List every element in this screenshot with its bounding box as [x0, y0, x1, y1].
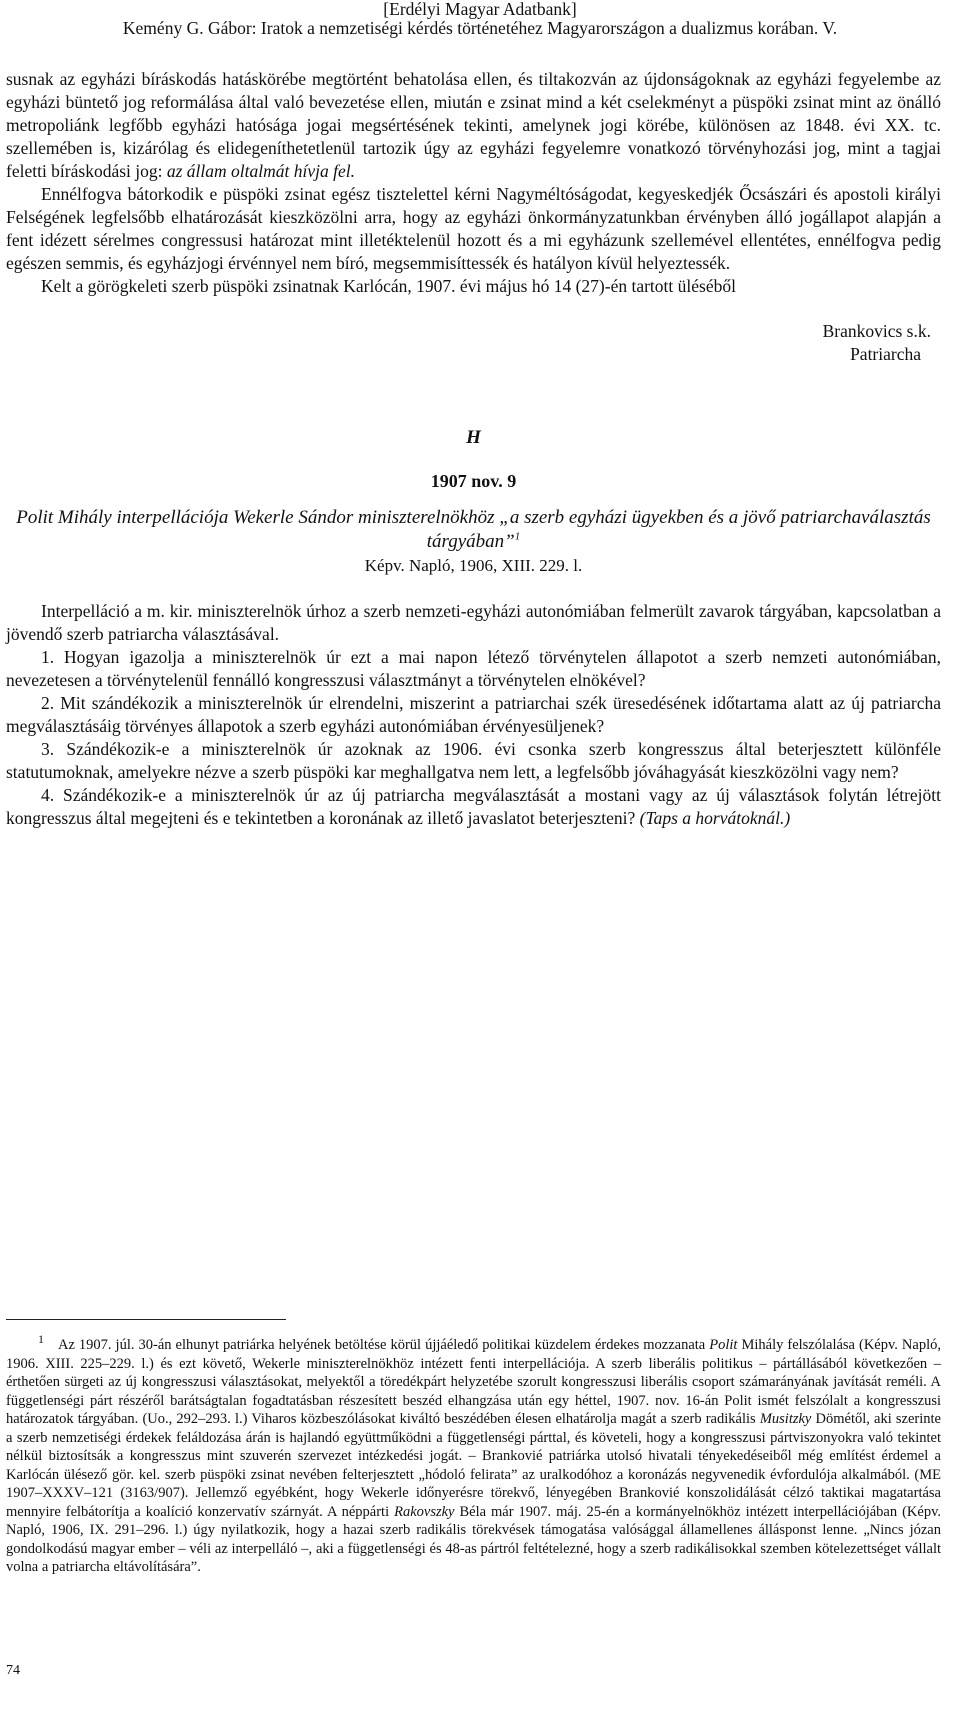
- book-title: Kemény G. Gábor: Iratok a nemzetiségi kérdés történetéhez Magyarországon a dualizmus korában. V.: [122, 18, 838, 38]
- footnote-text: Béla már 1907. máj. 25-én a kormányelnökhöz intézett interpellációjában (Képv. Napló, 1906, IX. 291–296. l.) úgy nyilatkozik, hogy a hazai szerb radikális törekvések támogatása valósággal államellenes állásponst lenne. „Nincs józan gondolkodású magyar ember – véli az interpelláló –, aki a függetlenségi és 48-as pártról feltételezné, hogy a szerb radikálisokkal szemben kötelezettséget vállalt volna a patriarcha eltávolítására”.: [6, 1503, 941, 1575]
- footnote-text: Mihály felszólalása (Képv. Napló, 1906. XIII. 225–229. l.) és ezt követő, Wekerle miniszterelnökhöz intézett fenti interpellációja. A szerb liberális politikus – pártállásából következően – érthetően sürgeti az új kongresszusi választásokat, melyektől a töredékpárt helyzetébe szorult kongresszusi liberális csoport számarányának javítását reméli. A függetlenségi párt részéről barátságtalan fogadtatásban részesített beszéd elhangzása után egy héttel, 1907. nov. 16-án Polit ismét felszólalt a kongresszusi határozatok tárgyában. (Uo., 292–293. l.) Viharos közbeszólásokat kiváltó beszédében élesen elhatárolja magát a szerb radikális: [6, 1337, 941, 1427]
- footnote-italic: Polit: [709, 1337, 738, 1353]
- source-label: [Erdélyi Magyar Adatbank]: [383, 0, 577, 19]
- main-content: [6, 68, 941, 830]
- document-source: Képv. Napló, 1906, XIII. 229. l.: [364, 556, 583, 575]
- footnote-text: Az 1907. júl. 30-án elhunyt patriárka helyének betöltése körül újjáéledő politikai küzdelem érdekes mozzanata: [58, 1337, 710, 1353]
- question-4-text: 4. Szándékozik-e a miniszterelnök úr az új patriarcha megválasztását a mostani vagy az új választások folytán létrejött kongresszus által megejteni és e tekintetben a koronának az illető javaslatot beterjeszteni?: [6, 785, 941, 828]
- footnote: [6, 1332, 941, 1577]
- footnote-italic: Musitzky: [759, 1411, 812, 1427]
- paragraph-text: susnak az egyházi bíráskodás hatáskörébe megtörtént behatolása ellen, és tiltakozván az újdonságoknak az egyházi fegyelembe az egyházi büntető jog reformálása által való bevezetése ellen, miután e zsinat mind a két cselekményt a püspöki zsinat mint az önálló metropoliánk legfőbb egyházi hatósága jogai megsértésének tekinti, amelynek jogi körébe, különösen az 1848. évi XX. tc. szellemében is, kizárólag és elidegeníthetetlenül tartozik úgy az egyházi fegyelemre vonatkozó törvényhozási jog, mint a tagjai feletti bíráskodási jog:: [6, 69, 941, 181]
- question-2: 2. Mit szándékozik a miniszterelnök úr elrendelni, miszerint a patriarchai szék üresedésének időtartama alatt az új patriarcha megválasztásáig törvényes állapotok a szerb egyházi autonómiában érvényesüljenek?: [6, 693, 941, 736]
- page-number: 74: [6, 1663, 20, 1678]
- document-title-text: Polit Mihály interpellációja Wekerle Sándor miniszterelnökhöz „a szerb egyházi ügyekben és a jövő patriarchaválasztás tárgyában”: [16, 507, 931, 552]
- paragraph: Ennélfogva bátorkodik e püspöki zsinat egész tisztelettel kérni Nagyméltóságodat, kegyeskedjék Őcsászári és apostoli királyi Felségének legfelsőbb elhatározását kieszközölni arra, hogy az egyházi önkormányzatunkban érvényben álló jogállapot alapján a fent idézett sérelmes congressusi határozat mint illetéktelenül hozott és a mi egyházunk szellemével ellentétes, ennélfogva pedig egészen semmis, és egyházjogi érvénnyel nem bíró, megsemmisíttessék és hatályon kívül helyeztessék.: [6, 184, 941, 273]
- question-4-italic: (Taps a horvátoknál.): [639, 808, 791, 828]
- document-date: 1907 nov. 9: [430, 471, 517, 491]
- paragraph: Kelt a görögkeleti szerb püspöki zsinatnak Karlócán, 1907. évi május hó 14 (27)-én tartott üléséből: [41, 276, 736, 296]
- footnote-text: Dömétől, aki szerinte a szerb nemzetiségi érdekek feláldozása árán is hajlandó együttműködni a függetlenségi párttal, és követeli, hogy a kongresszusi pártviszonyokra való tekintet nélkül biztosítsák a kongresszus mint szuverén szervezet intézkedési jogát. – Brankovié patriárka utolsó hivatali tényekedéseiből még említést érdemel a Karlócán ülésező gör. kel. szerb püspöki zsinat nevében felterjesztett „hódoló felirata” az uralkodóhoz a koronázás negyvenedik évfordulója alkalmából. (ME 1907–XXXV–121 (3163/907). Jellemző egyébként, hogy Wekerle időnyerésre törekvő, lényegében Brankovié konszolidálását célzó taktikai magatartása mennyire felbátorítja a koalíció konzervatív szárnyát. A néppárti: [6, 1411, 941, 1520]
- page-header: [0, 0, 960, 38]
- footnote-divider: [6, 1319, 286, 1320]
- paragraph: [6, 68, 941, 183]
- question-3: 3. Szándékozik-e a miniszterelnök úr azoknak az 1906. évi csonka szerb kongresszus által beterjesztett különféle statutumoknak, amelyekre nézve a szerb püspöki kar meghallgatva nem lett, a legfelsőbb jóváhagyását kieszközölni vagy nem?: [6, 739, 941, 782]
- footnote-number: 1: [38, 1332, 44, 1347]
- document-id: H: [466, 427, 481, 448]
- footnote-mark[interactable]: 1: [514, 530, 521, 543]
- question-1: 1. Hogyan igazolja a miniszterelnök úr ezt a mai napon létező törvénytelen állapotot a szerb nemzeti autonómiában, nevezetesen a törvénytelenül fennálló kongresszusi választmányt a törvénytelen elnökével?: [6, 647, 941, 690]
- paragraph-italic: az állam oltalmát hívja fel.: [166, 161, 355, 181]
- footnote-italic: Rakovszky: [394, 1503, 455, 1520]
- signature-name: Brankovics s.k.: [822, 321, 931, 341]
- interpellation-intro: Interpelláció a m. kir. miniszterelnök úrhoz a szerb nemzeti-egyházi autonómiában felmerült zavarok tárgyában, kapcsolatban a jövendő szerb patriarcha választásával.: [6, 601, 941, 644]
- document-title: [6, 506, 941, 554]
- signature-title: Patriarcha: [850, 344, 921, 364]
- question-4: [6, 784, 941, 830]
